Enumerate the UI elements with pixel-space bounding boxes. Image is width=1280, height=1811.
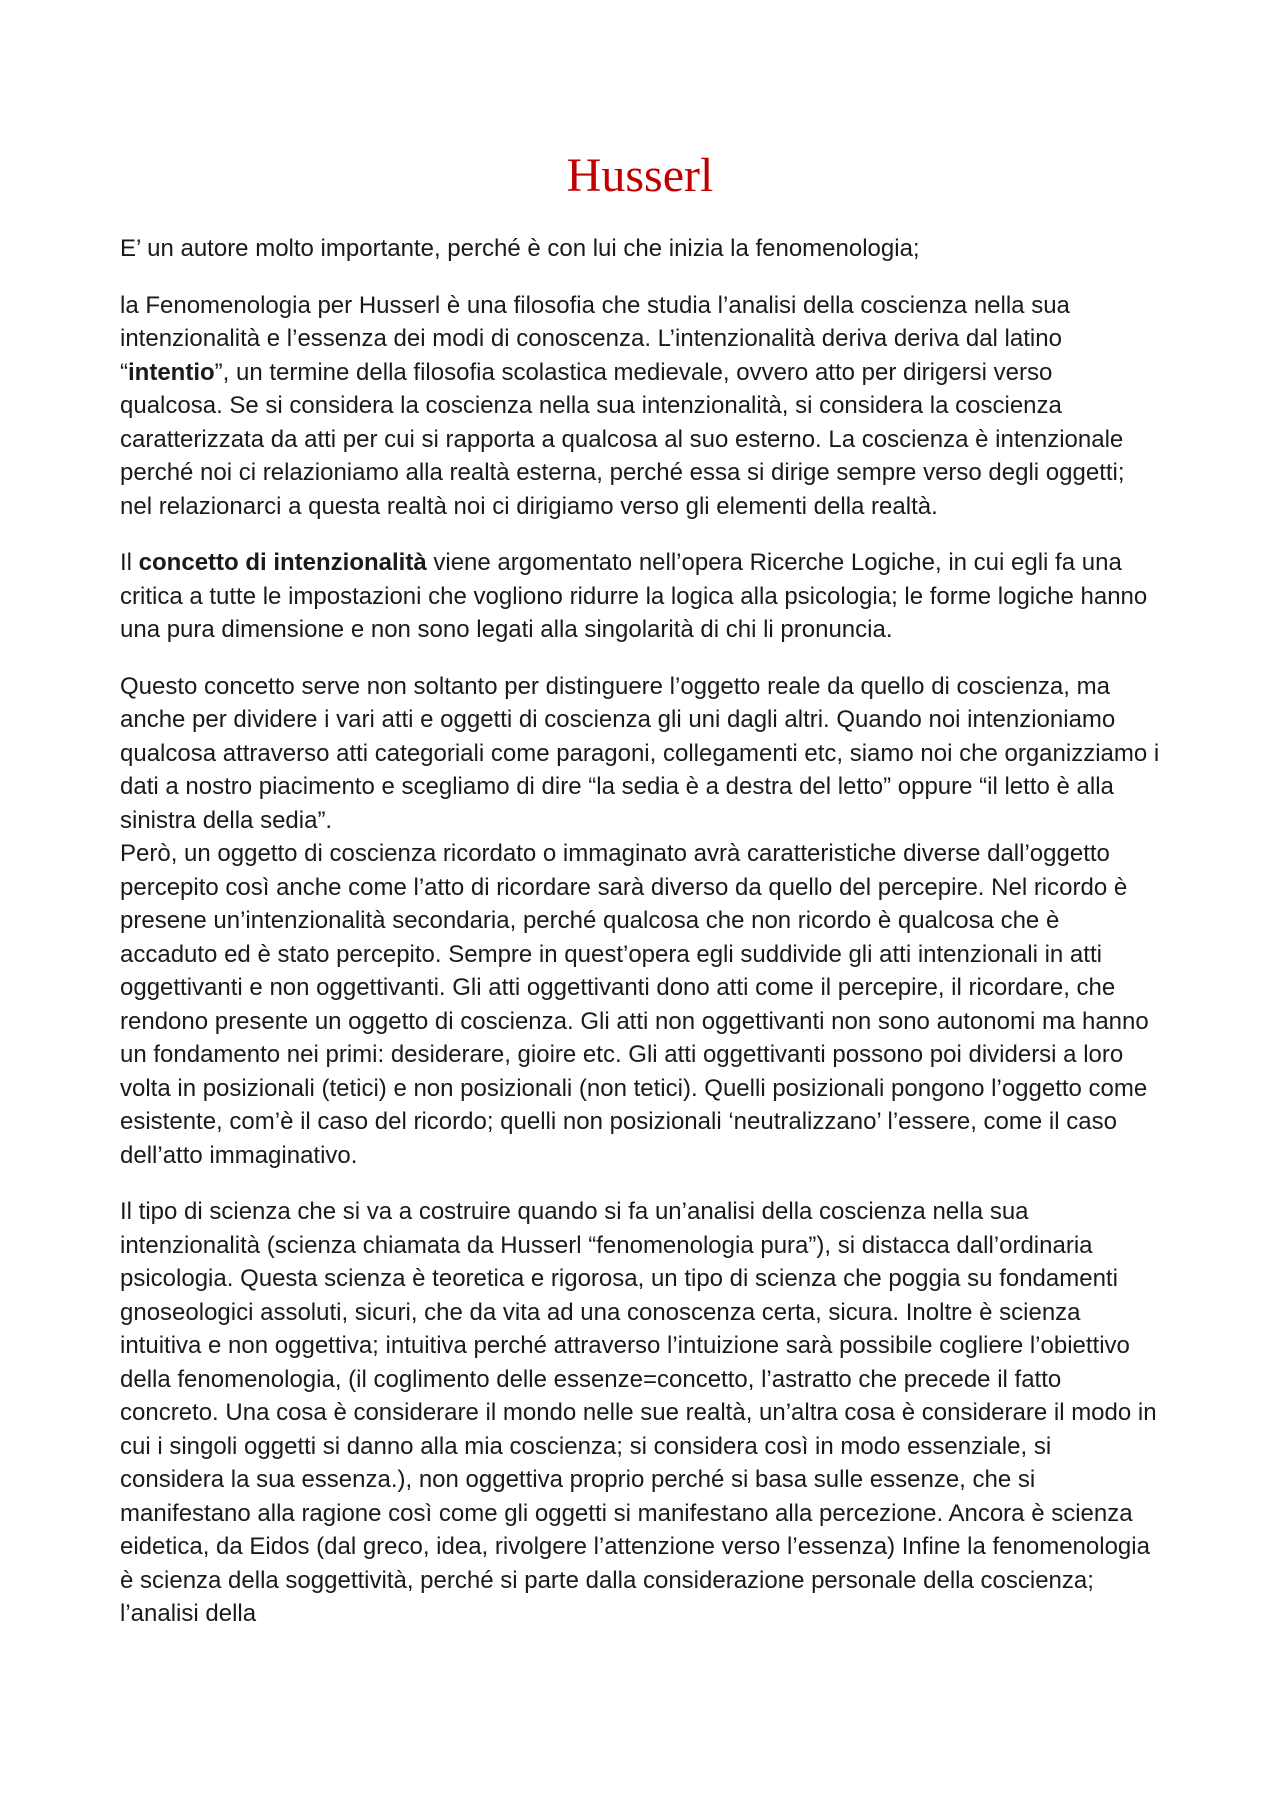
paragraph-intenzionalita (120, 546, 1160, 647)
paragraph-scienza: Il tipo di scienza che si va a costruire quando si fa un’analisi della coscienza nella sua intenzionalità (scienza chiamata da Husserl “fenomenologia pura”), si distacca dall’ordinaria psicologia. Questa scienza è teoretica e rigorosa, un tipo di scienza che poggia su fondamenti gnoseologici assoluti, sicuri, che da vita ad una conoscenza certa, sicura. Inoltre è scienza intuitiva e non oggettiva; intuitiva perché attraverso l’intuizione sarà possibile cogliere l’obiettivo della fenomenologia, (il coglimento delle essenze=concetto, l’astratto che precede il fatto concreto. Una cosa è considerare il mondo nelle sue realtà, un’altra cosa è considerare il modo in cui i singoli oggetti si danno alla mia coscienza; si considera così in modo essenziale, si considera la sua essenza.), non oggettiva proprio perché si basa sulle essenze, che si manifestano alla ragione così come gli oggetti si manifestano alla percezione. Ancora è scienza eidetica, da Eidos (dal greco, idea, rivolgere l’attenzione verso l’essenza) Infine la fenomenologia è scienza della soggettività, perché si parte dalla considerazione personale della coscienza; l’analisi della (120, 1198, 1157, 1627)
paragraph-fenomenologia-text-c: ”, un termine della filosofia scolastica medievale, ovvero atto per dirigersi verso qualcosa. Se si considera la coscienza nella sua intenzionalità, si considera la coscienza caratterizzata da atti per cui si rapporta a qualcosa al suo esterno. La coscienza è intenzionale perché noi ci relazioniamo alla realtà esterna, perché essa si dirige sempre verso degli oggetti; nel relazionarci a questa realtà noi ci dirigiamo verso gli elementi della realtà. (120, 358, 1125, 520)
paragraph-intenzionalita-text-a: Il (120, 549, 139, 576)
paragraph-atti: Però, un oggetto di coscienza ricordato o immaginato avrà caratteristiche diverse dall’oggetto percepito così anche come l’atto di ricordare sarà diverso da quello del percepire. Nel ricordo è presene un’intenzionalità secondaria, perché qualcosa che non ricordo è qualcosa che è accaduto ed è stato percepito. Sempre in quest’opera egli suddivide gli atti intenzionali in atti oggettivanti e non oggettivanti. Gli atti oggettivanti dono atti come il percepire, il ricordare, che rendono presente un oggetto di coscienza. Gli atti non oggettivanti non sono autonomi ma hanno un fondamento nei primi: desiderare, gioire etc. Gli atti oggettivanti possono poi dividersi a loro volta in posizionali (tetici) e non posizionali (non tetici). Quelli posizionali pongono l’oggetto come esistente, com’è il caso del ricordo; quelli non posizionali ‘neutralizzano’ l’essere, come il caso dell’atto immaginativo. (120, 840, 1149, 1169)
document-body (120, 232, 1160, 1654)
paragraph-fenomenologia-text-a: la Fenomenologia per Husserl è una filosofia che studia l’analisi della coscienza nella sua intenzionalità e l’essenza dei modi di conoscenza. L’intenzionalità deriva deriva dal latino “ (120, 291, 1070, 386)
term-intentio: intentio (128, 358, 215, 386)
paragraph-intenzionalita-text-c: viene argomentato nell’opera Ricerche Logiche, in cui egli fa una critica a tutte le impostazioni che vogliono ridurre la logica alla psicologia; le forme logiche hanno una pura dimensione e non sono legati alla singolarità di chi li pronuncia. (120, 549, 1148, 643)
paragraph-fenomenologia (120, 289, 1160, 524)
term-concetto-intenzionalita: concetto di intenzionalità (138, 549, 427, 576)
paragraph-intro: E’ un autore molto importante, perché è con lui che inizia la fenomenologia; (120, 235, 920, 262)
paragraph-concetto: Questo concetto serve non soltanto per distinguere l’oggetto reale da quello di coscienza, ma anche per dividere i vari atti e oggetti di coscienza gli uni dagli altri. Quando noi intenzioniamo qualcosa attraverso atti categoriali come paragoni, collegamenti etc, siamo noi che organizziamo i dati a nostro piacimento e scegliamo di dire “la sedia è a destra del letto” oppure “il letto è alla sinistra della sedia”. (120, 672, 1160, 834)
page-title: Husserl (566, 149, 714, 202)
